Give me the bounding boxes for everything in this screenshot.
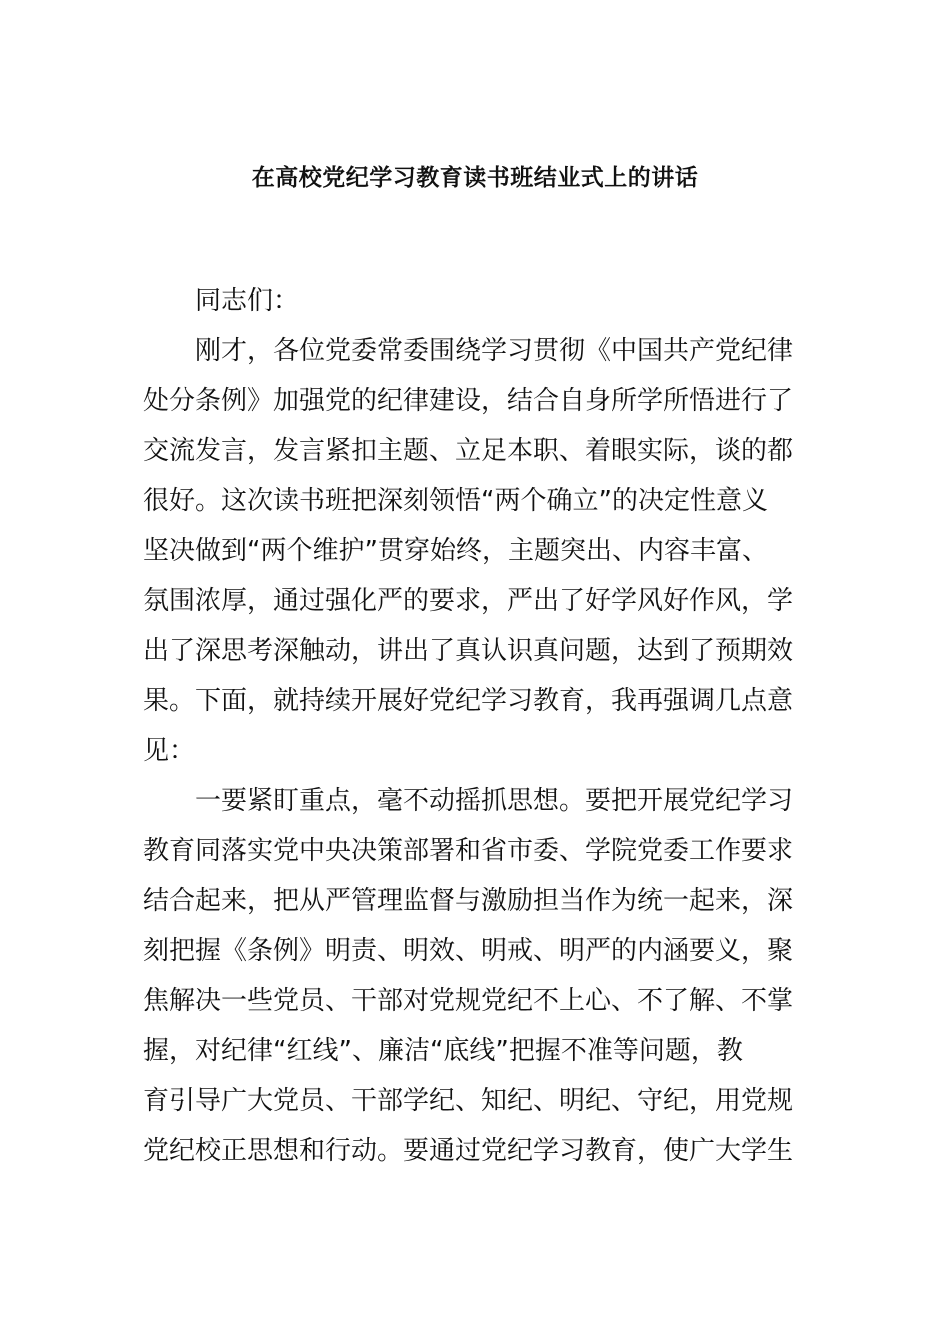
paragraph-line: 果。下面，就持续开展好党纪学习教育，我再强调几点意 [143, 686, 794, 716]
salutation: 同志们： [195, 286, 300, 316]
paragraph-line: 教育同落实党中央决策部署和省市委、学院党委工作要求 [143, 836, 794, 866]
paragraph-line: 处分条例》加强党的纪律建设，结合自身所学所悟进行了 [143, 386, 794, 416]
paragraph-line: 党纪校正思想和行动。要通过党纪学习教育，使广大学生 [143, 1136, 794, 1166]
paragraph-line: 交流发言，发言紧扣主题、立足本职、着眼实际，谈的都 [143, 436, 794, 466]
document-title: 在高校党纪学习教育读书班结业式上的讲话 [251, 165, 699, 191]
paragraph-line: 刻把握《条例》明责、明效、明戒、明严的内涵要义，聚 [143, 936, 794, 966]
paragraph-line: 出了深思考深触动，讲出了真认识真问题，达到了预期效 [143, 636, 794, 666]
paragraph-line: 焦解决一些党员、干部对党规党纪不上心、不了解、不掌 [143, 986, 794, 1016]
paragraph-line: 育引导广大党员、干部学纪、知纪、明纪、守纪，用党规 [143, 1086, 794, 1116]
paragraph-line: 坚决做到“两个维护”贯穿始终，主题突出、内容丰富、 [143, 536, 768, 566]
paragraph-line: 一要紧盯重点，毫不动摇抓思想。要把开展党纪学习 [195, 786, 794, 816]
paragraph-line: 氛围浓厚，通过强化严的要求，严出了好学风好作风，学 [143, 586, 794, 616]
paragraph-line: 刚才，各位党委常委围绕学习贯彻《中国共产党纪律 [195, 336, 794, 366]
paragraph-line: 很好。这次读书班把深刻领悟“两个确立”的决定性意义 [143, 486, 768, 516]
paragraph-line: 结合起来，把从严管理监督与激励担当作为统一起来，深 [143, 886, 794, 916]
paragraph-line: 见： [143, 736, 196, 766]
paragraph-line: 握，对纪律“红线”、廉洁“底线”把握不准等问题，教 [143, 1036, 743, 1066]
